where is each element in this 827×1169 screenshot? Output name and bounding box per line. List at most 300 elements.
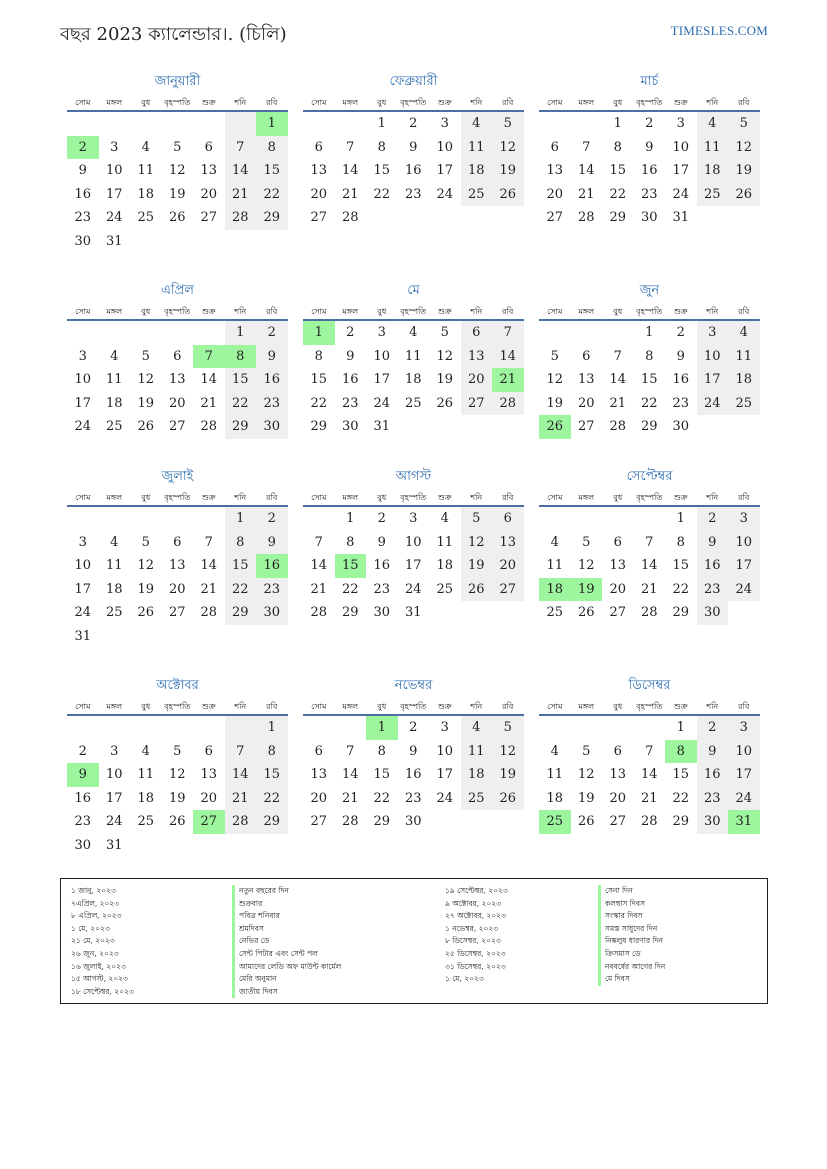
day-cell[interactable]: 17 xyxy=(436,163,454,178)
day-cell[interactable]: 1 xyxy=(676,511,685,526)
day-cell[interactable]: 17 xyxy=(105,790,123,806)
day-cell[interactable]: 28 xyxy=(200,419,218,434)
day-cell[interactable]: 20 xyxy=(168,395,186,411)
day-cell[interactable]: 4 xyxy=(461,112,493,136)
day-cell[interactable]: 29 xyxy=(225,415,257,439)
day-cell[interactable]: 4 xyxy=(697,112,729,136)
day-cell[interactable]: 4 xyxy=(110,348,119,364)
day-cell[interactable]: 25 xyxy=(728,392,760,416)
day-cell[interactable]: 31 xyxy=(105,233,123,249)
day-cell[interactable]: 12 xyxy=(168,163,186,178)
day-cell[interactable]: 3 xyxy=(440,116,449,131)
day-cell[interactable]: 16 xyxy=(404,767,422,782)
day-cell[interactable]: 25 xyxy=(137,210,155,225)
day-cell[interactable]: 1 xyxy=(366,716,398,740)
day-cell[interactable]: 31 xyxy=(404,605,422,620)
day-cell[interactable]: 14 xyxy=(640,558,658,573)
day-cell[interactable]: 22 xyxy=(609,186,627,202)
day-cell[interactable]: 20 xyxy=(609,581,627,597)
day-cell[interactable]: 18 xyxy=(546,790,564,806)
day-cell[interactable]: 14 xyxy=(225,159,257,183)
day-cell[interactable]: 18 xyxy=(105,395,123,411)
day-cell[interactable]: 10 xyxy=(728,531,760,555)
day-cell[interactable]: 2 xyxy=(645,116,654,131)
day-cell[interactable]: 22 xyxy=(310,395,328,411)
day-cell[interactable]: 29 xyxy=(256,810,288,834)
day-cell[interactable]: 5 xyxy=(141,534,150,550)
day-cell[interactable]: 10 xyxy=(436,743,454,759)
day-cell[interactable]: 15 xyxy=(373,163,391,178)
day-cell[interactable]: 3 xyxy=(110,743,119,759)
day-cell[interactable]: 3 xyxy=(676,116,685,131)
day-cell[interactable]: 25 xyxy=(461,183,493,207)
day-cell[interactable]: 7 xyxy=(193,345,225,369)
day-cell[interactable]: 22 xyxy=(640,395,658,411)
day-cell[interactable]: 7 xyxy=(346,743,355,759)
day-cell[interactable]: 27 xyxy=(492,578,524,602)
day-cell[interactable]: 12 xyxy=(577,558,595,573)
day-cell[interactable]: 19 xyxy=(137,395,155,411)
day-cell[interactable]: 13 xyxy=(200,767,218,782)
day-cell[interactable]: 18 xyxy=(697,159,729,183)
day-cell[interactable]: 17 xyxy=(672,163,690,178)
day-cell[interactable]: 19 xyxy=(728,159,760,183)
day-cell[interactable]: 2 xyxy=(346,325,355,340)
site-brand-link[interactable]: TIMESLES.COM xyxy=(670,23,768,38)
day-cell[interactable]: 21 xyxy=(341,186,359,202)
day-cell[interactable]: 5 xyxy=(173,743,182,759)
day-cell[interactable]: 22 xyxy=(256,787,288,811)
day-cell[interactable]: 29 xyxy=(672,814,690,829)
day-cell[interactable]: 23 xyxy=(404,186,422,202)
day-cell[interactable]: 23 xyxy=(341,395,359,411)
day-cell[interactable]: 21 xyxy=(609,395,627,411)
day-cell[interactable]: 22 xyxy=(341,581,359,597)
day-cell[interactable]: 23 xyxy=(404,790,422,806)
day-cell[interactable]: 18 xyxy=(404,372,422,387)
day-cell[interactable]: 1 xyxy=(256,716,288,740)
day-cell[interactable]: 25 xyxy=(404,395,422,411)
day-cell[interactable]: 7 xyxy=(492,321,524,345)
day-cell[interactable]: 29 xyxy=(341,605,359,620)
day-cell[interactable]: 26 xyxy=(728,183,760,207)
day-cell[interactable]: 14 xyxy=(200,372,218,387)
day-cell[interactable]: 3 xyxy=(78,534,87,550)
day-cell[interactable]: 8 xyxy=(377,139,386,155)
day-cell[interactable]: 15 xyxy=(225,368,257,392)
day-cell[interactable]: 17 xyxy=(697,368,729,392)
day-cell[interactable]: 7 xyxy=(613,348,622,364)
day-cell[interactable]: 28 xyxy=(200,605,218,620)
day-cell[interactable]: 1 xyxy=(303,321,335,345)
day-cell[interactable]: 17 xyxy=(728,763,760,787)
day-cell[interactable]: 17 xyxy=(105,186,123,202)
day-cell[interactable]: 9 xyxy=(409,743,418,759)
day-cell[interactable]: 20 xyxy=(609,790,627,806)
day-cell[interactable]: 25 xyxy=(539,810,571,834)
day-cell[interactable]: 19 xyxy=(461,554,493,578)
day-cell[interactable]: 5 xyxy=(728,112,760,136)
day-cell[interactable]: 21 xyxy=(225,787,257,811)
day-cell[interactable]: 20 xyxy=(200,186,218,202)
day-cell[interactable]: 19 xyxy=(168,790,186,806)
day-cell[interactable]: 22 xyxy=(225,392,257,416)
day-cell[interactable]: 28 xyxy=(640,814,658,829)
day-cell[interactable]: 11 xyxy=(461,740,493,764)
day-cell[interactable]: 7 xyxy=(582,139,591,155)
day-cell[interactable]: 20 xyxy=(577,395,595,411)
day-cell[interactable]: 6 xyxy=(550,139,559,155)
day-cell[interactable]: 8 xyxy=(346,534,355,550)
day-cell[interactable]: 23 xyxy=(640,186,658,202)
day-cell[interactable]: 17 xyxy=(74,581,92,597)
day-cell[interactable]: 19 xyxy=(168,186,186,202)
day-cell[interactable]: 26 xyxy=(492,787,524,811)
day-cell[interactable]: 8 xyxy=(256,740,288,764)
day-cell[interactable]: 23 xyxy=(256,392,288,416)
day-cell[interactable]: 2 xyxy=(256,507,288,531)
day-cell[interactable]: 18 xyxy=(461,763,493,787)
day-cell[interactable]: 30 xyxy=(697,810,729,834)
day-cell[interactable]: 16 xyxy=(404,163,422,178)
day-cell[interactable]: 5 xyxy=(550,348,559,364)
day-cell[interactable]: 26 xyxy=(539,415,571,439)
day-cell[interactable]: 15 xyxy=(256,159,288,183)
day-cell[interactable]: 2 xyxy=(409,116,418,131)
day-cell[interactable]: 3 xyxy=(440,720,449,735)
day-cell[interactable]: 6 xyxy=(613,743,622,759)
day-cell[interactable]: 16 xyxy=(697,554,729,578)
day-cell[interactable]: 16 xyxy=(74,186,92,202)
day-cell[interactable]: 7 xyxy=(645,743,654,759)
day-cell[interactable]: 9 xyxy=(67,763,99,787)
day-cell[interactable]: 17 xyxy=(404,558,422,573)
day-cell[interactable]: 6 xyxy=(613,534,622,550)
day-cell[interactable]: 13 xyxy=(546,163,564,178)
day-cell[interactable]: 14 xyxy=(492,345,524,369)
day-cell[interactable]: 5 xyxy=(492,716,524,740)
day-cell[interactable]: 3 xyxy=(409,511,418,526)
day-cell[interactable]: 14 xyxy=(577,163,595,178)
day-cell[interactable]: 27 xyxy=(461,392,493,416)
day-cell[interactable]: 24 xyxy=(404,581,422,597)
day-cell[interactable]: 29 xyxy=(609,210,627,225)
day-cell[interactable]: 10 xyxy=(404,534,422,550)
day-cell[interactable]: 31 xyxy=(373,419,391,434)
day-cell[interactable]: 31 xyxy=(672,210,690,225)
day-cell[interactable]: 3 xyxy=(728,507,760,531)
day-cell[interactable]: 9 xyxy=(346,348,355,364)
day-cell[interactable]: 30 xyxy=(341,419,359,434)
day-cell[interactable]: 14 xyxy=(609,372,627,387)
day-cell[interactable]: 10 xyxy=(74,372,92,387)
day-cell[interactable]: 15 xyxy=(225,554,257,578)
day-cell[interactable]: 7 xyxy=(645,534,654,550)
day-cell[interactable]: 20 xyxy=(310,790,328,806)
day-cell[interactable]: 21 xyxy=(200,395,218,411)
day-cell[interactable]: 4 xyxy=(141,139,150,155)
day-cell[interactable]: 13 xyxy=(609,558,627,573)
day-cell[interactable]: 2 xyxy=(67,136,99,160)
day-cell[interactable]: 1 xyxy=(256,112,288,136)
day-cell[interactable]: 11 xyxy=(697,136,729,160)
day-cell[interactable]: 5 xyxy=(461,507,493,531)
day-cell[interactable]: 25 xyxy=(105,605,123,620)
day-cell[interactable]: 9 xyxy=(256,531,288,555)
day-cell[interactable]: 23 xyxy=(74,210,92,225)
day-cell[interactable]: 20 xyxy=(168,581,186,597)
day-cell[interactable]: 28 xyxy=(640,605,658,620)
day-cell[interactable]: 6 xyxy=(492,507,524,531)
day-cell[interactable]: 23 xyxy=(74,814,92,829)
day-cell[interactable]: 13 xyxy=(310,767,328,782)
day-cell[interactable]: 28 xyxy=(310,605,328,620)
day-cell[interactable]: 25 xyxy=(697,183,729,207)
day-cell[interactable]: 27 xyxy=(310,814,328,829)
day-cell[interactable]: 13 xyxy=(200,163,218,178)
day-cell[interactable]: 15 xyxy=(672,767,690,782)
day-cell[interactable]: 12 xyxy=(137,558,155,573)
day-cell[interactable]: 5 xyxy=(492,112,524,136)
day-cell[interactable]: 13 xyxy=(492,531,524,555)
day-cell[interactable]: 21 xyxy=(640,581,658,597)
day-cell[interactable]: 28 xyxy=(341,814,359,829)
day-cell[interactable]: 1 xyxy=(613,116,622,131)
day-cell[interactable]: 12 xyxy=(436,348,454,364)
day-cell[interactable]: 4 xyxy=(409,325,418,340)
day-cell[interactable]: 21 xyxy=(341,790,359,806)
day-cell[interactable]: 19 xyxy=(492,159,524,183)
day-cell[interactable]: 11 xyxy=(105,558,123,573)
day-cell[interactable]: 6 xyxy=(204,139,213,155)
day-cell[interactable]: 6 xyxy=(204,743,213,759)
day-cell[interactable]: 11 xyxy=(461,136,493,160)
day-cell[interactable]: 21 xyxy=(577,186,595,202)
day-cell[interactable]: 12 xyxy=(137,372,155,387)
day-cell[interactable]: 9 xyxy=(409,139,418,155)
day-cell[interactable]: 2 xyxy=(78,743,87,759)
day-cell[interactable]: 10 xyxy=(105,767,123,782)
day-cell[interactable]: 30 xyxy=(256,601,288,625)
day-cell[interactable]: 26 xyxy=(137,605,155,620)
day-cell[interactable]: 7 xyxy=(346,139,355,155)
day-cell[interactable]: 18 xyxy=(137,790,155,806)
day-cell[interactable]: 25 xyxy=(546,605,564,620)
day-cell[interactable]: 23 xyxy=(256,578,288,602)
day-cell[interactable]: 28 xyxy=(609,419,627,434)
day-cell[interactable]: 21 xyxy=(310,581,328,597)
day-cell[interactable]: 16 xyxy=(74,790,92,806)
day-cell[interactable]: 10 xyxy=(373,348,391,364)
day-cell[interactable]: 27 xyxy=(546,210,564,225)
day-cell[interactable]: 18 xyxy=(105,581,123,597)
day-cell[interactable]: 26 xyxy=(461,578,493,602)
day-cell[interactable]: 18 xyxy=(539,578,571,602)
day-cell[interactable]: 27 xyxy=(577,419,595,434)
day-cell[interactable]: 12 xyxy=(728,136,760,160)
day-cell[interactable]: 19 xyxy=(546,395,564,411)
day-cell[interactable]: 5 xyxy=(141,348,150,364)
day-cell[interactable]: 3 xyxy=(78,348,87,364)
day-cell[interactable]: 23 xyxy=(373,581,391,597)
day-cell[interactable]: 24 xyxy=(105,814,123,829)
day-cell[interactable]: 18 xyxy=(461,159,493,183)
day-cell[interactable]: 19 xyxy=(436,372,454,387)
day-cell[interactable]: 11 xyxy=(137,767,155,782)
day-cell[interactable]: 8 xyxy=(377,743,386,759)
day-cell[interactable]: 28 xyxy=(225,206,257,230)
day-cell[interactable]: 11 xyxy=(436,534,454,550)
day-cell[interactable]: 27 xyxy=(168,605,186,620)
day-cell[interactable]: 14 xyxy=(341,163,359,178)
day-cell[interactable]: 12 xyxy=(168,767,186,782)
day-cell[interactable]: 9 xyxy=(256,345,288,369)
day-cell[interactable]: 21 xyxy=(200,581,218,597)
day-cell[interactable]: 9 xyxy=(78,163,87,178)
day-cell[interactable]: 19 xyxy=(492,763,524,787)
day-cell[interactable]: 4 xyxy=(728,321,760,345)
day-cell[interactable]: 30 xyxy=(373,605,391,620)
day-cell[interactable]: 11 xyxy=(546,558,564,573)
day-cell[interactable]: 12 xyxy=(577,767,595,782)
day-cell[interactable]: 5 xyxy=(173,139,182,155)
day-cell[interactable]: 1 xyxy=(377,116,386,131)
day-cell[interactable]: 10 xyxy=(105,163,123,178)
day-cell[interactable]: 30 xyxy=(404,814,422,829)
day-cell[interactable]: 25 xyxy=(105,419,123,434)
day-cell[interactable]: 11 xyxy=(105,372,123,387)
day-cell[interactable]: 12 xyxy=(546,372,564,387)
day-cell[interactable]: 8 xyxy=(665,740,697,764)
day-cell[interactable]: 2 xyxy=(697,507,729,531)
day-cell[interactable]: 30 xyxy=(74,837,92,853)
day-cell[interactable]: 24 xyxy=(436,186,454,202)
day-cell[interactable]: 26 xyxy=(436,395,454,411)
day-cell[interactable]: 16 xyxy=(697,763,729,787)
day-cell[interactable]: 9 xyxy=(676,348,685,364)
day-cell[interactable]: 30 xyxy=(672,419,690,434)
day-cell[interactable]: 5 xyxy=(440,325,449,340)
day-cell[interactable]: 3 xyxy=(110,139,119,155)
day-cell[interactable]: 25 xyxy=(436,581,454,597)
day-cell[interactable]: 22 xyxy=(256,183,288,207)
day-cell[interactable]: 2 xyxy=(377,511,386,526)
day-cell[interactable]: 24 xyxy=(728,578,760,602)
day-cell[interactable]: 13 xyxy=(577,372,595,387)
day-cell[interactable]: 14 xyxy=(640,767,658,782)
day-cell[interactable]: 1 xyxy=(225,507,257,531)
day-cell[interactable]: 24 xyxy=(672,186,690,202)
day-cell[interactable]: 31 xyxy=(74,628,92,644)
day-cell[interactable]: 24 xyxy=(105,210,123,225)
day-cell[interactable]: 3 xyxy=(697,321,729,345)
day-cell[interactable]: 30 xyxy=(697,601,729,625)
day-cell[interactable]: 31 xyxy=(728,810,760,834)
day-cell[interactable]: 12 xyxy=(492,136,524,160)
day-cell[interactable]: 8 xyxy=(645,348,654,364)
day-cell[interactable]: 6 xyxy=(461,321,493,345)
day-cell[interactable]: 2 xyxy=(676,325,685,340)
day-cell[interactable]: 27 xyxy=(310,210,328,225)
day-cell[interactable]: 1 xyxy=(346,511,355,526)
day-cell[interactable]: 9 xyxy=(697,531,729,555)
day-cell[interactable]: 27 xyxy=(168,419,186,434)
day-cell[interactable]: 24 xyxy=(728,787,760,811)
day-cell[interactable]: 12 xyxy=(492,740,524,764)
day-cell[interactable]: 3 xyxy=(728,716,760,740)
day-cell[interactable]: 28 xyxy=(225,810,257,834)
day-cell[interactable]: 20 xyxy=(492,554,524,578)
day-cell[interactable]: 4 xyxy=(440,511,449,526)
day-cell[interactable]: 5 xyxy=(582,534,591,550)
day-cell[interactable]: 29 xyxy=(373,814,391,829)
day-cell[interactable]: 14 xyxy=(341,767,359,782)
day-cell[interactable]: 16 xyxy=(256,368,288,392)
day-cell[interactable]: 15 xyxy=(609,163,627,178)
day-cell[interactable]: 7 xyxy=(225,740,257,764)
day-cell[interactable]: 22 xyxy=(373,790,391,806)
day-cell[interactable]: 26 xyxy=(168,814,186,829)
day-cell[interactable]: 15 xyxy=(335,554,367,578)
day-cell[interactable]: 18 xyxy=(728,368,760,392)
day-cell[interactable]: 17 xyxy=(373,372,391,387)
day-cell[interactable]: 6 xyxy=(173,534,182,550)
day-cell[interactable]: 22 xyxy=(672,790,690,806)
day-cell[interactable]: 13 xyxy=(168,372,186,387)
day-cell[interactable]: 2 xyxy=(409,720,418,735)
day-cell[interactable]: 19 xyxy=(137,581,155,597)
day-cell[interactable]: 28 xyxy=(492,392,524,416)
day-cell[interactable]: 1 xyxy=(645,325,654,340)
day-cell[interactable]: 15 xyxy=(373,767,391,782)
day-cell[interactable]: 20 xyxy=(546,186,564,202)
day-cell[interactable]: 23 xyxy=(697,578,729,602)
day-cell[interactable]: 6 xyxy=(314,139,323,155)
day-cell[interactable]: 14 xyxy=(310,558,328,573)
day-cell[interactable]: 7 xyxy=(204,534,213,550)
day-cell[interactable]: 8 xyxy=(676,534,685,550)
day-cell[interactable]: 4 xyxy=(110,534,119,550)
day-cell[interactable]: 4 xyxy=(461,716,493,740)
day-cell[interactable]: 23 xyxy=(697,787,729,811)
day-cell[interactable]: 17 xyxy=(74,395,92,411)
day-cell[interactable]: 29 xyxy=(672,605,690,620)
day-cell[interactable]: 24 xyxy=(436,790,454,806)
day-cell[interactable]: 11 xyxy=(728,345,760,369)
day-cell[interactable]: 16 xyxy=(373,558,391,573)
day-cell[interactable]: 20 xyxy=(461,368,493,392)
day-cell[interactable]: 29 xyxy=(256,206,288,230)
day-cell[interactable]: 27 xyxy=(609,814,627,829)
day-cell[interactable]: 22 xyxy=(225,578,257,602)
day-cell[interactable]: 4 xyxy=(550,743,559,759)
day-cell[interactable]: 18 xyxy=(137,186,155,202)
day-cell[interactable]: 6 xyxy=(314,743,323,759)
day-cell[interactable]: 10 xyxy=(728,740,760,764)
day-cell[interactable]: 13 xyxy=(310,163,328,178)
day-cell[interactable]: 18 xyxy=(436,558,454,573)
day-cell[interactable]: 8 xyxy=(225,345,257,369)
day-cell[interactable]: 26 xyxy=(168,210,186,225)
day-cell[interactable]: 23 xyxy=(672,395,690,411)
day-cell[interactable]: 26 xyxy=(577,814,595,829)
day-cell[interactable]: 29 xyxy=(640,419,658,434)
day-cell[interactable]: 9 xyxy=(377,534,386,550)
day-cell[interactable]: 9 xyxy=(645,139,654,155)
day-cell[interactable]: 4 xyxy=(550,534,559,550)
day-cell[interactable]: 22 xyxy=(672,581,690,597)
day-cell[interactable]: 15 xyxy=(256,763,288,787)
